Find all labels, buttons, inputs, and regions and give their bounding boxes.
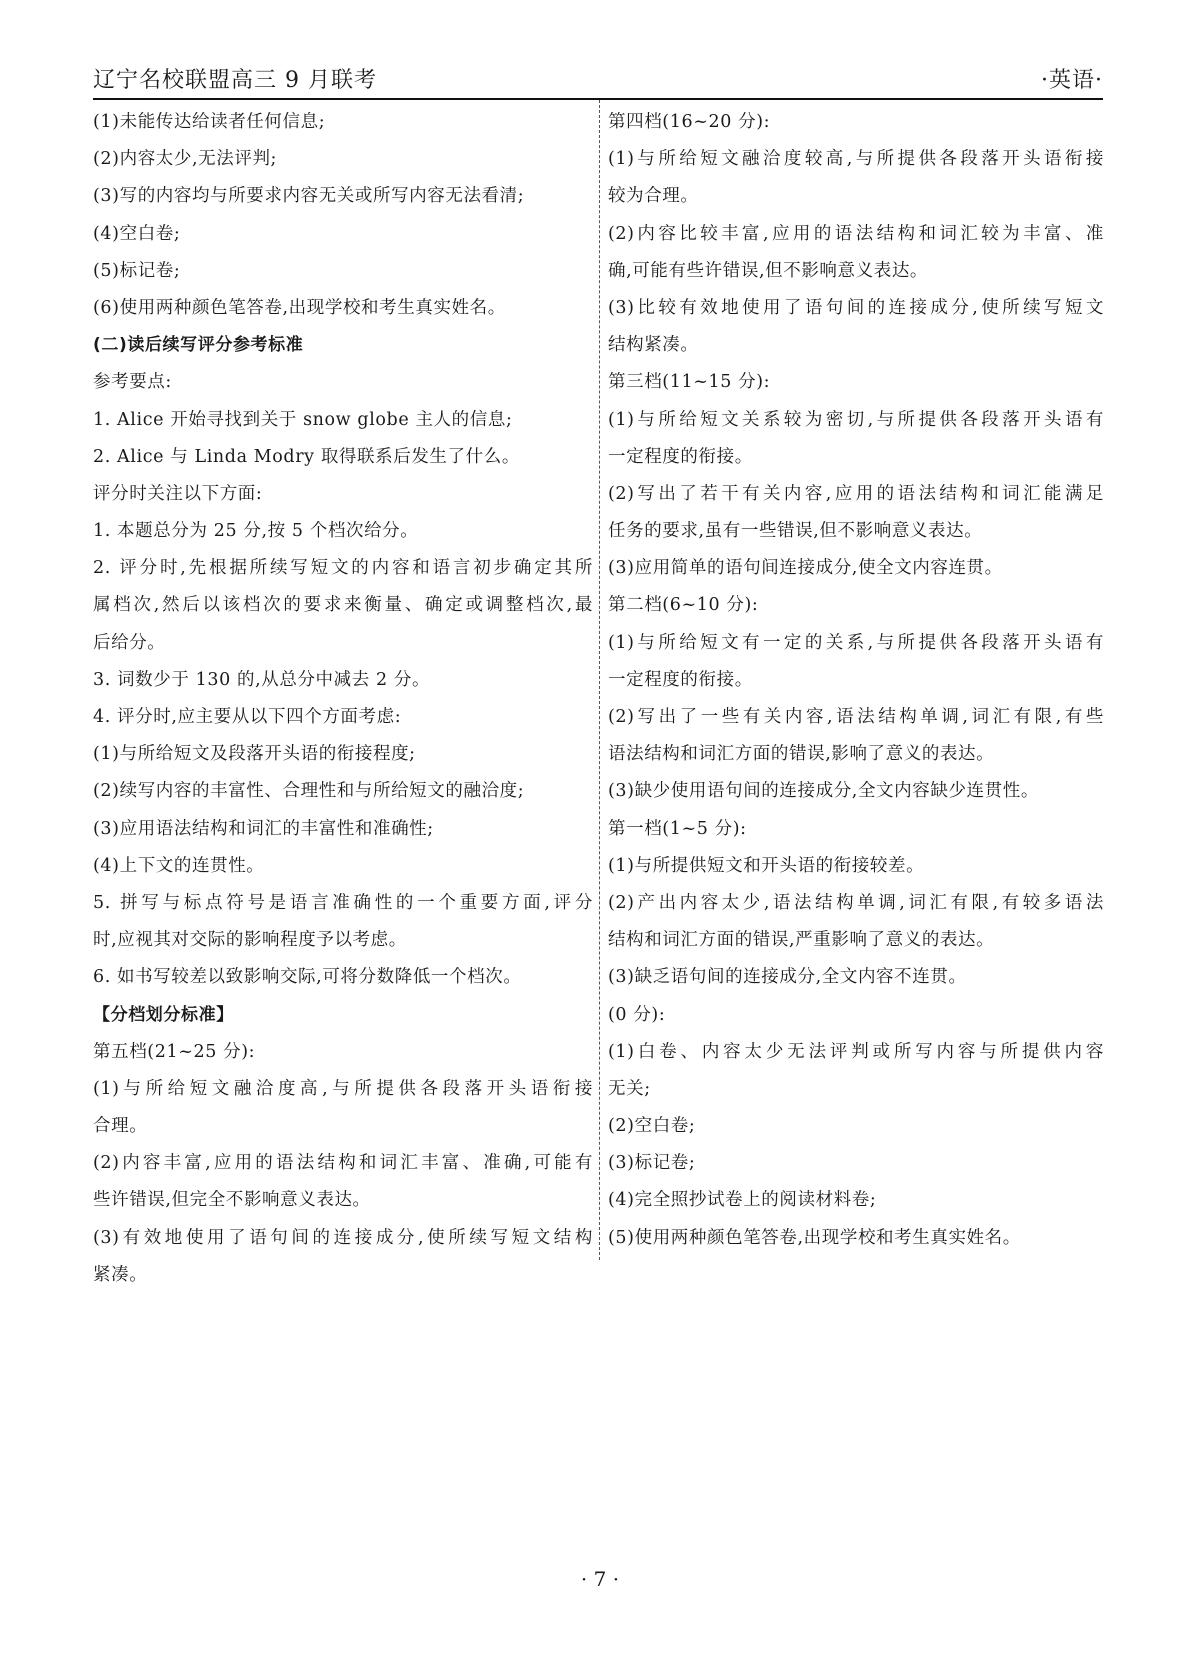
text-line: (2)内容比较丰富,应用的语法结构和词汇较为丰富、准 — [608, 223, 1104, 244]
column-divider — [599, 100, 600, 1260]
text-line: 无关; — [608, 1078, 651, 1099]
text-line: 1. Alice 开始寻找到关于 snow globe 主人的信息; — [93, 409, 513, 430]
text-line: 参考要点: — [93, 372, 172, 393]
text-line: 时,应视其对交际的影响程度予以考虑。 — [93, 930, 407, 951]
text-line: 第三档(11~15 分): — [608, 372, 771, 393]
text-line: (1)未能传达给读者任何信息; — [93, 112, 326, 132]
text-line: 任务的要求,虽有一些错误,但不影响意义表达。 — [608, 521, 983, 542]
text-line: (1)与所给短文融洽度高,与所提供各段落开头语衔接 — [93, 1078, 593, 1099]
text-line: 第一档(1~5 分): — [608, 818, 747, 839]
right-column — [608, 104, 1104, 1257]
text-line: 第五档(21~25 分): — [93, 1041, 256, 1062]
text-line: (2)内容丰富,应用的语法结构和词汇丰富、准确,可能有 — [93, 1153, 593, 1174]
text-line: 结构和词汇方面的错误,严重影响了意义的表达。 — [608, 930, 995, 951]
text-line: 一定程度的衔接。 — [608, 669, 753, 690]
text-line: 较为合理。 — [608, 186, 699, 207]
exam-title: 辽宁名校联盟高三 9 月联考 — [93, 68, 377, 93]
text-line: 第四档(16~20 分): — [608, 112, 771, 132]
text-line: (3)标记卷; — [608, 1153, 696, 1174]
subject-label: ·英语· — [1041, 68, 1103, 93]
text-line: (4)完全照抄试卷上的阅读材料卷; — [608, 1190, 877, 1211]
text-line: 第二档(6~10 分): — [608, 595, 759, 616]
text-line: (6)使用两种颜色笔答卷,出现学校和考生真实姓名。 — [93, 297, 506, 318]
text-line: (3)缺乏语句间的连接成分,全文内容不连贯。 — [608, 967, 967, 988]
text-line: (3)有效地使用了语句间的连接成分,使所续写短文结构 — [93, 1227, 593, 1248]
text-line: (2)写出了若干有关内容,应用的语法结构和词汇能满足 — [608, 483, 1104, 504]
text-line: 4. 评分时,应主要从以下四个方面考虑: — [93, 707, 402, 727]
text-line: 一定程度的衔接。 — [608, 446, 753, 467]
text-line: 合理。 — [93, 1116, 148, 1137]
left-column — [93, 104, 593, 1294]
section-heading: 【分档划分标准】 — [93, 1004, 234, 1025]
text-line: 语法结构和词汇方面的错误,影响了意义的表达。 — [608, 744, 995, 765]
text-line: (5)标记卷; — [93, 260, 181, 281]
text-line: (2)内容太少,无法评判; — [93, 149, 278, 170]
text-line: (1)与所提供短文和开头语的衔接较差。 — [608, 855, 925, 876]
page-number: · 7 · — [580, 1567, 620, 1591]
text-line: 属档次,然后以该档次的要求来衡量、确定或调整档次,最 — [93, 595, 593, 616]
page-header — [93, 62, 1103, 100]
text-line: (2)写出了一些有关内容,语法结构单调,词汇有限,有些 — [608, 707, 1104, 727]
text-line: 2. Alice 与 Linda Modry 取得联系后发生了什么。 — [93, 446, 520, 467]
text-line: 结构紧凑。 — [608, 335, 699, 356]
text-line: (3)写的内容均与所要求内容无关或所写内容无法看清; — [93, 186, 525, 207]
text-line: (3)比较有效地使用了语句间的连接成分,使所续写短文 — [608, 297, 1104, 318]
text-line: 6. 如书写较差以致影响交际,可将分数降低一个档次。 — [93, 967, 522, 988]
text-line: 紧凑。 — [93, 1264, 148, 1285]
text-line: 2. 评分时,先根据所续写短文的内容和语言初步确定其所 — [93, 558, 593, 579]
text-line: (5)使用两种颜色笔答卷,出现学校和考生真实姓名。 — [608, 1227, 1021, 1248]
text-line: 后给分。 — [93, 632, 166, 653]
section-heading: (二)读后续写评分参考标准 — [93, 335, 304, 356]
text-line: 3. 词数少于 130 的,从总分中减去 2 分。 — [93, 669, 431, 690]
text-line: (2)空白卷; — [608, 1116, 696, 1137]
text-line: (1)与所给短文融洽度较高,与所提供各段落开头语衔接 — [608, 149, 1104, 170]
text-line: (4)空白卷; — [93, 223, 181, 244]
text-line: (1)与所给短文关系较为密切,与所提供各段落开头语有 — [608, 409, 1104, 430]
text-line: 评分时关注以下方面: — [93, 483, 263, 504]
text-line: (1)白卷、内容太少无法评判或所写内容与所提供内容 — [608, 1041, 1104, 1062]
text-line: (1)与所给短文及段落开头语的衔接程度; — [93, 744, 416, 765]
text-line: 1. 本题总分为 25 分,按 5 个档次给分。 — [93, 521, 419, 542]
text-line: 确,可能有些许错误,但不影响意义表达。 — [608, 260, 929, 281]
text-line: (3)缺少使用语句间的连接成分,全文内容缺少连贯性。 — [608, 781, 1039, 802]
text-line: (2)续写内容的丰富性、合理性和与所给短文的融洽度; — [93, 781, 525, 802]
text-line: (3)应用简单的语句间连接成分,使全文内容连贯。 — [608, 558, 1003, 579]
text-line: 5. 拼写与标点符号是语言准确性的一个重要方面,评分 — [93, 892, 593, 913]
text-line: (3)应用语法结构和词汇的丰富性和准确性; — [93, 818, 434, 839]
text-line: (1)与所给短文有一定的关系,与所提供各段落开头语有 — [608, 632, 1104, 653]
text-line: (4)上下文的连贯性。 — [93, 855, 265, 876]
text-line: 些许错误,但完全不影响意义表达。 — [93, 1190, 371, 1211]
text-line: (0 分): — [608, 1004, 666, 1025]
text-line: (2)产出内容太少,语法结构单调,词汇有限,有较多语法 — [608, 892, 1104, 913]
